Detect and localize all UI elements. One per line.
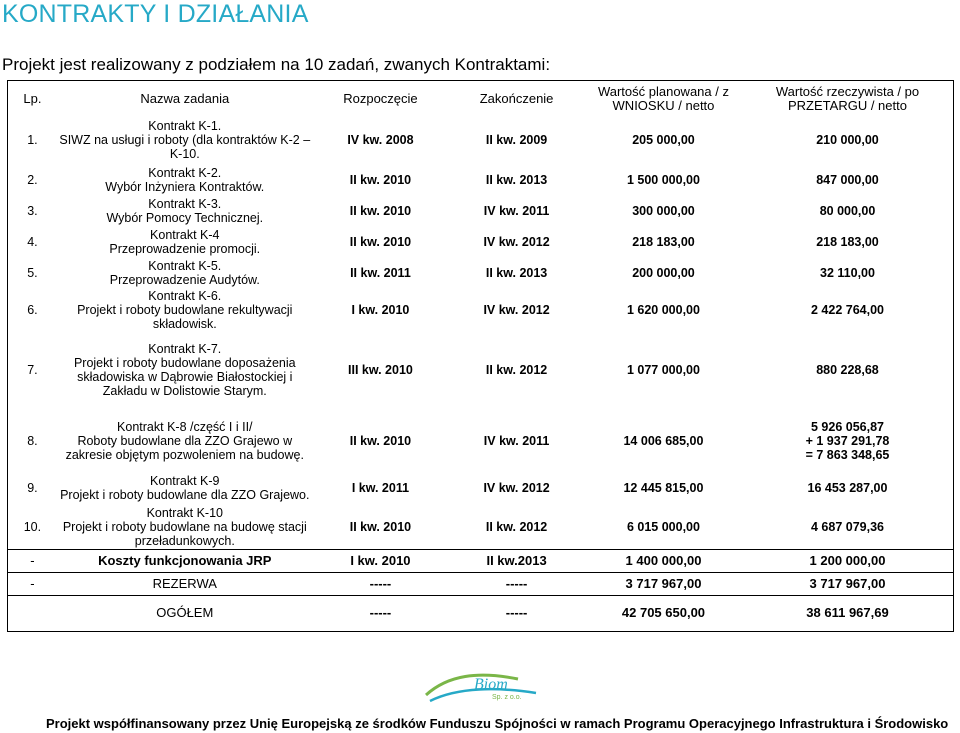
cell-end: IV kw. 2011 xyxy=(483,203,550,218)
cell-end: IV kw. 2011 xyxy=(483,433,550,448)
cell-start: II kw. 2010 xyxy=(349,172,412,187)
cell-end: IV kw. 2012 xyxy=(483,303,550,318)
cell-end: II kw.2013 xyxy=(448,550,585,573)
table-row xyxy=(8,164,954,195)
biom-logo xyxy=(418,665,558,709)
cell-plan: 200 000,00 xyxy=(632,265,695,280)
table-header-row xyxy=(8,81,954,117)
cell-real: 1 200 000,00 xyxy=(742,550,954,573)
cell-lp: 8. xyxy=(27,433,38,448)
cell-lp: 7. xyxy=(27,363,38,378)
logo-text: Biom xyxy=(474,676,508,693)
cell-real: 80 000,00 xyxy=(819,203,876,218)
header-plan: Wartość planowana / z WNIOSKU / netto xyxy=(597,83,729,113)
header-lp: Lp. xyxy=(23,90,42,106)
header-real: Wartość rzeczywista / po PRZETARGU / netto xyxy=(775,83,920,113)
cell-end: IV kw. 2012 xyxy=(483,481,550,496)
cell-lp: 3. xyxy=(27,203,38,218)
cell-name: Kontrakt K-8 /część I i II/ Roboty budowlane dla ZZO Grajewo w zakresie objętym pozwoleniem na budowę. xyxy=(65,419,304,462)
cell-real: 880 228,68 xyxy=(816,363,879,378)
header-end: Zakończenie xyxy=(479,90,554,106)
summary-row xyxy=(8,572,954,595)
cell-start: ----- xyxy=(313,595,449,631)
cell-name: Koszty funkcjonowania JRP xyxy=(57,550,313,573)
cell-plan: 218 183,00 xyxy=(632,234,695,249)
cell-lp xyxy=(8,595,57,631)
summary-row xyxy=(8,595,954,631)
cell-plan: 6 015 000,00 xyxy=(626,519,700,534)
cell-plan: 14 006 685,00 xyxy=(623,433,704,448)
cell-real: 38 611 967,69 xyxy=(742,595,954,631)
cell-lp: 4. xyxy=(27,234,38,249)
cell-plan: 12 445 815,00 xyxy=(623,481,704,496)
header-start: Rozpoczęcie xyxy=(343,90,418,106)
cell-real: 16 453 287,00 xyxy=(807,481,888,496)
cell-name: Kontrakt K-7. Projekt i roboty budowlane doposażenia składowiska w Dąbrowie Białostockiej i Zakładu w Dolistowie Starym. xyxy=(73,342,296,399)
cell-start: II kw. 2010 xyxy=(349,433,412,448)
cell-real: 3 717 967,00 xyxy=(742,572,954,595)
cell-name: Kontrakt K-5. Przeprowadzenie Audytów. xyxy=(109,258,260,287)
cell-start: II kw. 2011 xyxy=(350,265,411,280)
cell-plan: 42 705 650,00 xyxy=(585,595,742,631)
footer-note: Projekt współfinansowany przez Unię Europejską ze środków Funduszu Spójności w ramach Programu Operacyjnego Infrastruktura i Środowisko xyxy=(46,716,949,731)
table-row xyxy=(8,257,954,288)
page-title: KONTRAKTY I DZIAŁANIA xyxy=(2,0,309,28)
cell-name: Kontrakt K-3. Wybór Pomocy Technicznej. xyxy=(106,196,264,225)
table-body xyxy=(8,117,954,632)
contracts-table-wrapper xyxy=(7,80,954,632)
cell-lp: - xyxy=(8,550,57,573)
cell-start: I kw. 2011 xyxy=(351,481,410,496)
cell-name: Kontrakt K-2. Wybór Inżyniera Kontraktów. xyxy=(105,165,265,194)
cell-lp: 1. xyxy=(27,133,38,148)
cell-real: 2 422 764,00 xyxy=(810,303,884,318)
cell-name: REZERWA xyxy=(57,572,313,595)
cell-plan: 1 077 000,00 xyxy=(626,363,700,378)
cell-plan: 1 620 000,00 xyxy=(626,303,700,318)
table-row xyxy=(8,195,954,226)
cell-lp: - xyxy=(8,572,57,595)
cell-name: Kontrakt K-10 Projekt i roboty budowlane na budowę stacji przeładunkowych. xyxy=(62,505,307,548)
table-row xyxy=(8,117,954,165)
cell-name: OGÓŁEM xyxy=(57,595,313,631)
cell-start: IV kw. 2008 xyxy=(347,133,414,148)
cell-plan: 3 717 967,00 xyxy=(585,572,742,595)
cell-end: IV kw. 2012 xyxy=(483,234,550,249)
cell-lp: 5. xyxy=(27,265,38,280)
cell-start: II kw. 2010 xyxy=(349,203,412,218)
cell-start: III kw. 2010 xyxy=(348,363,413,378)
cell-end: ----- xyxy=(448,595,585,631)
page-subtitle: Projekt jest realizowany z podziałem na 10 zadań, zwanych Kontraktami: xyxy=(2,55,551,74)
cell-start: II kw. 2010 xyxy=(349,519,412,534)
table-row xyxy=(8,226,954,257)
cell-start: I kw. 2010 xyxy=(351,303,410,318)
header-name: Nazwa zadania xyxy=(140,90,230,106)
table-row xyxy=(8,288,954,332)
cell-start: II kw. 2010 xyxy=(349,234,412,249)
cell-name: Kontrakt K-9 Projekt i roboty budowlane dla ZZO Grajewo. xyxy=(60,474,310,503)
logo-subtext: Sp. z o.o. xyxy=(492,694,522,701)
table-row xyxy=(8,473,954,504)
table-row xyxy=(8,409,954,473)
cell-real: 4 687 079,36 xyxy=(810,519,884,534)
cell-real: 5 926 056,87 + 1 937 291,78 = 7 863 348,65 xyxy=(805,419,890,462)
table-row xyxy=(8,332,954,409)
cell-name: Kontrakt K-6. Projekt i roboty budowlane rekultywacji składowisk. xyxy=(77,289,293,332)
cell-end: II kw. 2009 xyxy=(485,133,548,148)
cell-plan: 300 000,00 xyxy=(632,203,695,218)
cell-start: ----- xyxy=(313,572,449,595)
cell-real: 218 183,00 xyxy=(816,234,879,249)
cell-end: II kw. 2013 xyxy=(485,265,548,280)
cell-lp: 9. xyxy=(27,481,38,496)
table-row xyxy=(8,504,954,550)
cell-start: I kw. 2010 xyxy=(313,550,449,573)
cell-end: II kw. 2013 xyxy=(485,172,548,187)
cell-real: 847 000,00 xyxy=(816,172,879,187)
cell-name: Kontrakt K-4 Przeprowadzenie promocji. xyxy=(109,227,261,256)
cell-real: 210 000,00 xyxy=(816,133,879,148)
cell-name: Kontrakt K-1. SIWZ na usługi i roboty (dla kontraktów K-2 – K-10. xyxy=(59,119,311,162)
cell-lp: 10. xyxy=(23,519,42,534)
cell-plan: 1 400 000,00 xyxy=(585,550,742,573)
cell-end: II kw. 2012 xyxy=(485,363,548,378)
cell-lp: 2. xyxy=(27,172,38,187)
cell-lp: 6. xyxy=(27,303,38,318)
cell-end: ----- xyxy=(448,572,585,595)
contracts-table xyxy=(7,80,954,632)
cell-plan: 205 000,00 xyxy=(632,133,695,148)
summary-row xyxy=(8,550,954,573)
cell-real: 32 110,00 xyxy=(820,265,875,280)
cell-end: II kw. 2012 xyxy=(485,519,548,534)
cell-plan: 1 500 000,00 xyxy=(626,172,700,187)
